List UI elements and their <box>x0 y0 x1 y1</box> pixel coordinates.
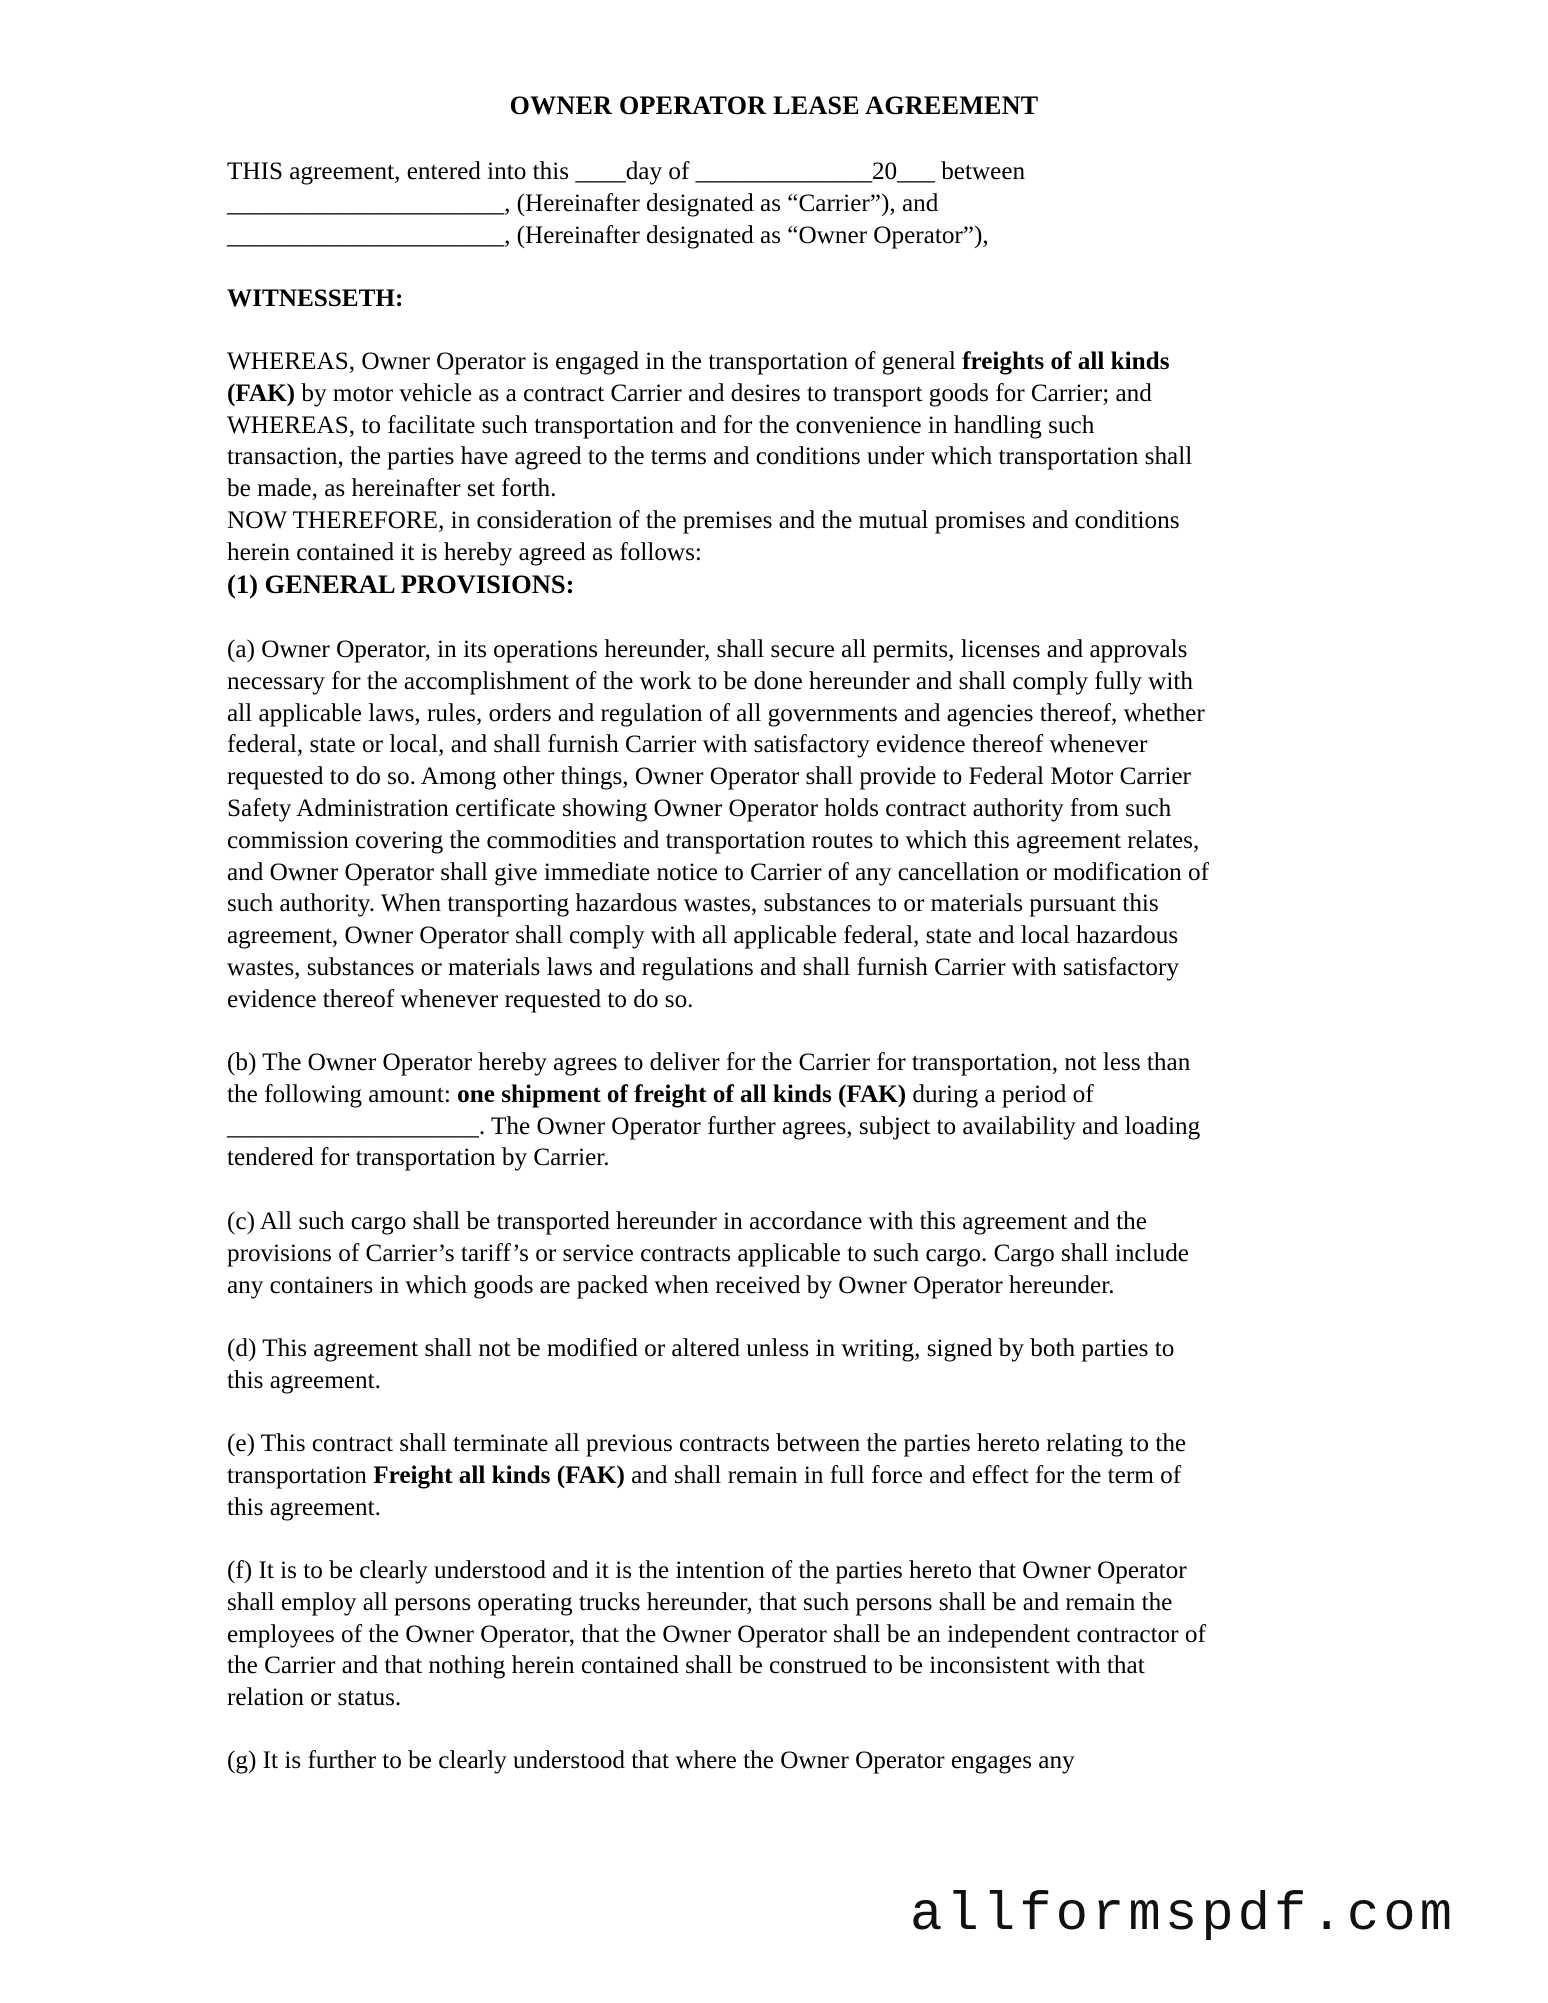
intro-line-3: ______________________, (Hereinafter designated as “Owner Operator”), <box>227 221 989 249</box>
para-a-line: all applicable laws, rules, orders and regulation of all governments and agencies thereof, whether <box>227 699 1205 727</box>
para-f-line: employees of the Owner Operator, that the Owner Operator shall be an independent contractor of <box>227 1620 1206 1648</box>
para-e-line-1: (e) This contract shall terminate all previous contracts between the parties hereto relating to the <box>227 1430 1187 1457</box>
para-c-line: (c) All such cargo shall be transported hereunder in accordance with this agreement and the <box>227 1208 1147 1235</box>
para-a-line: and Owner Operator shall give immediate notice to Carrier of any cancellation or modification of <box>227 858 1209 886</box>
paragraph-b <box>227 1047 1337 1174</box>
para-f-line: relation or status. <box>227 1684 402 1712</box>
para-b-line-1: (b) The Owner Operator hereby agrees to deliver for the Carrier for transportation, not less than <box>227 1049 1191 1076</box>
para-a-line: federal, state or local, and shall furnish Carrier with satisfactory evidence thereof whenever <box>227 731 1148 759</box>
para-a-line: Safety Administration certificate showing Owner Operator holds contract authority from such <box>227 794 1172 822</box>
intro-line-1: THIS agreement, entered into this ____day of ______________20___ between <box>227 158 1026 185</box>
whereas-line-3: WHEREAS, to facilitate such transportation and for the convenience in handling such <box>227 411 1095 439</box>
para-f-line: (f) It is to be clearly understood and it is the intention of the parties hereto that Owner Operator <box>227 1557 1187 1584</box>
document-title: OWNER OPERATOR LEASE AGREEMENT <box>509 91 1039 120</box>
para-c-line: any containers in which goods are packed when received by Owner Operator hereunder. <box>227 1271 1115 1299</box>
whereas-line-7: herein contained it is hereby agreed as follows: <box>227 538 702 566</box>
para-e-line-3: this agreement. <box>227 1493 381 1521</box>
intro-paragraph <box>227 156 1337 251</box>
whereas-line-6: NOW THEREFORE, in consideration of the premises and the mutual promises and conditions <box>227 506 1180 534</box>
paragraph-e <box>227 1428 1337 1523</box>
paragraph-d <box>227 1333 1337 1397</box>
para-e-line-2: transportation Freight all kinds (FAK) and shall remain in full force and effect for the term of <box>227 1461 1182 1489</box>
para-a-line: requested to do so. Among other things, Owner Operator shall provide to Federal Motor Carrier <box>227 763 1191 791</box>
whereas-line-1: WHEREAS, Owner Operator is engaged in the transportation of general freights of all kinds <box>227 348 1170 375</box>
para-a-line: necessary for the accomplishment of the work to be done hereunder and shall comply fully with <box>227 667 1193 695</box>
para-b-line-2: the following amount: one shipment of freight of all kinds (FAK) during a period of <box>227 1080 1094 1108</box>
para-a-line: agreement, Owner Operator shall comply with all applicable federal, state and local hazardous <box>227 922 1179 950</box>
para-d-line: this agreement. <box>227 1366 381 1394</box>
whereas-paragraph <box>227 346 1337 569</box>
whereas-line-2: (FAK) by motor vehicle as a contract Carrier and desires to transport goods for Carrier; and <box>227 379 1152 407</box>
paragraph-f <box>227 1555 1337 1714</box>
site-watermark: allformspdf.com <box>910 1885 1457 1946</box>
para-b-line-4: tendered for transportation by Carrier. <box>227 1144 610 1172</box>
paragraph-a <box>227 634 1337 1016</box>
para-b-line-3: ____________________. The Owner Operator further agrees, subject to availability and loading <box>227 1112 1201 1140</box>
para-a-line: (a) Owner Operator, in its operations hereunder, shall secure all permits, licenses and approvals <box>227 636 1188 663</box>
para-a-line: commission covering the commodities and transportation routes to which this agreement relates, <box>227 826 1200 854</box>
para-a-line: evidence thereof whenever requested to do so. <box>227 985 694 1013</box>
witnesseth-heading: WITNESSETH: <box>227 285 404 312</box>
para-f-line: the Carrier and that nothing herein contained shall be construed to be inconsistent with that <box>227 1652 1145 1680</box>
paragraph-g <box>227 1745 1337 1777</box>
para-a-line: wastes, substances or materials laws and regulations and shall furnish Carrier with satisfactory <box>227 953 1179 981</box>
para-g-line: (g) It is further to be clearly understood that where the Owner Operator engages any <box>227 1747 1075 1774</box>
para-c-line: provisions of Carrier’s tariff’s or service contracts applicable to such cargo. Cargo shall include <box>227 1239 1189 1267</box>
paragraph-c <box>227 1206 1337 1301</box>
intro-line-2: ______________________, (Hereinafter designated as “Carrier”), and <box>227 189 939 217</box>
para-a-line: such authority. When transporting hazardous wastes, substances to or materials pursuant this <box>227 890 1159 918</box>
para-d-line: (d) This agreement shall not be modified or altered unless in writing, signed by both parties to <box>227 1335 1175 1362</box>
para-f-line: shall employ all persons operating trucks hereunder, that such persons shall be and remain the <box>227 1588 1173 1616</box>
section-1-heading: (1) GENERAL PROVISIONS: <box>227 569 575 599</box>
whereas-line-5: be made, as hereinafter set forth. <box>227 475 557 503</box>
whereas-line-4: transaction, the parties have agreed to the terms and conditions under which transportation shall <box>227 443 1193 471</box>
